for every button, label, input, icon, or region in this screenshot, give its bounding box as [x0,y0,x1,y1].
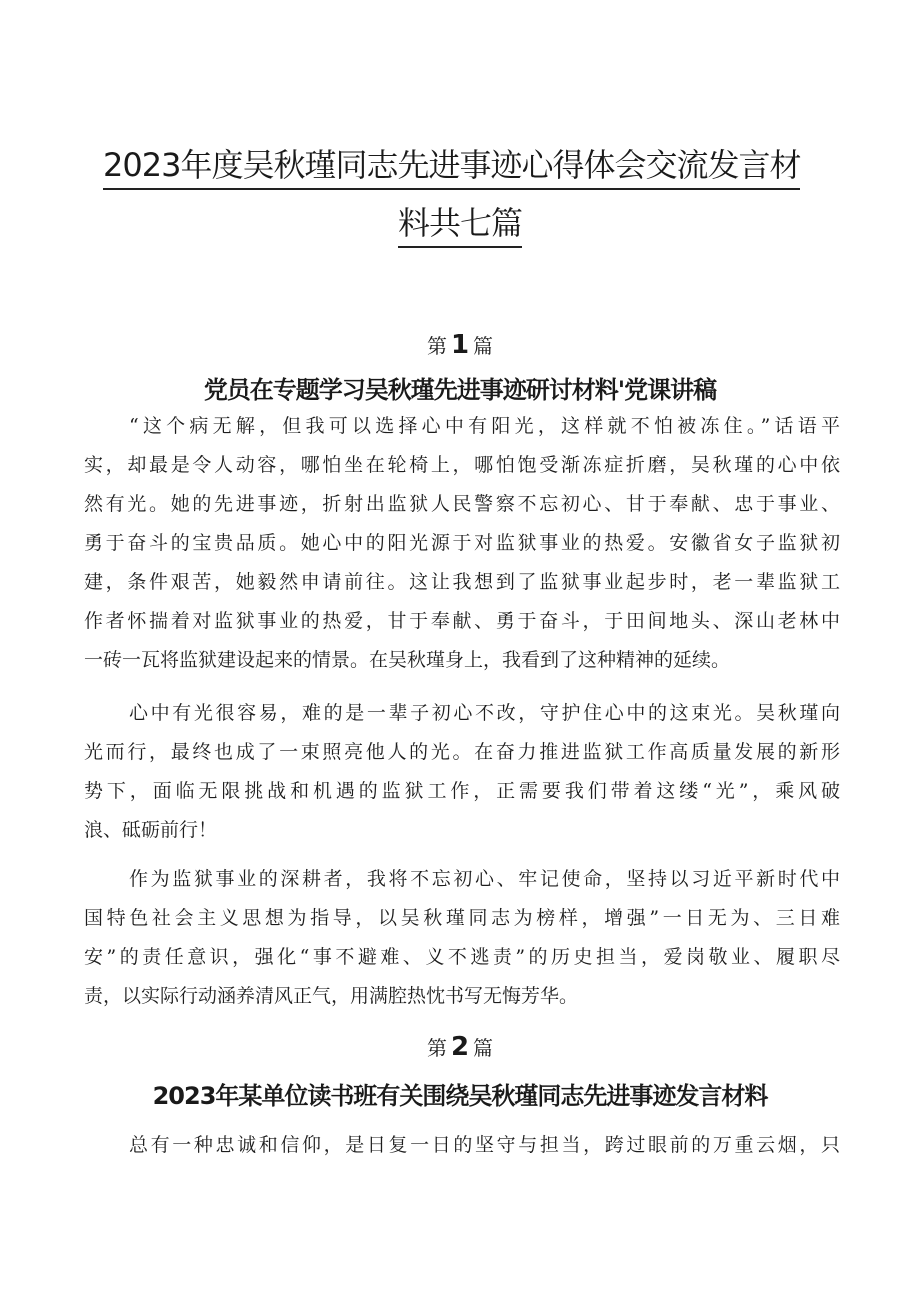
paragraph-line: 心中有光很容易，难的是一辈子初心不改，守护住心中的这束光。吴秋瑾向 [129,702,840,724]
paragraph-line: 势下，面临无限挑战和机遇的监狱工作，正需要我们带着这缕“光”，乘风破 [84,780,840,802]
paragraph-line: 作者怀揣着对监狱事业的热爱，甘于奉献、勇于奋斗，于田间地头、深山老林中 [84,610,840,632]
paragraph-line: 然有光。她的先进事迹，折射出监狱人民警察不忘初心、甘于奉献、忠于事业、 [84,493,840,515]
document-title-line-2: 料共七篇 [0,198,920,244]
paragraph-line: 国特色社会主义思想为指导，以吴秋瑾同志为榜样，增强”一日无为、三日难 [84,907,840,929]
paragraph-line: 总有一种忠诚和信仰，是日复一日的坚守与担当，跨过眼前的万重云烟，只 [129,1134,840,1156]
section-1-number: 第 1 篇 [426,330,494,360]
paragraph-line: 安”的责任意识，强化“事不避难、义不逃责”的历史担当，爱岗敬业、履职尽 [84,946,840,968]
section-1-heading: 党员在专题学习吴秋瑾先进事迹研讨材料'党课讲稿 [203,376,717,404]
section-2-number: 第 2 篇 [426,1032,494,1062]
paragraph-line: 勇于奋斗的宝贵品质。她心中的阳光源于对监狱事业的热爱。安徽省女子监狱初 [84,532,840,554]
document-title-line-1: 2023年度吴秋瑾同志先进事迹心得体会交流发言材 [103,140,903,186]
paragraph-line: 作为监狱事业的深耕者，我将不忘初心、牢记使命，坚持以习近平新时代中 [129,868,840,890]
section-2-heading: 2023年某单位读书班有关围绕吴秋瑾同志先进事迹发言材料 [152,1082,768,1110]
paragraph-line: 光而行，最终也成了一束照亮他人的光。在奋力推进监狱工作高质量发展的新形 [84,741,840,763]
paragraph-line: 责，以实际行动涵养清风正气，用满腔热忱书写无悔芳华。 [84,985,579,1007]
paragraph-line: 实，却最是令人动容，哪怕坐在轮椅上，哪怕饱受渐冻症折磨，吴秋瑾的心中依 [84,454,840,476]
paragraph-line: “这个病无解，但我可以选择心中有阳光，这样就不怕被冻住。”话语平 [129,415,840,437]
paragraph-line: 一砖一瓦将监狱建设起来的情景。在吴秋瑾身上，我看到了这种精神的延续。 [84,649,731,671]
paragraph-line: 建，条件艰苦，她毅然申请前往。这让我想到了监狱事业起步时，老一辈监狱工 [84,571,840,593]
paragraph-line: 浪、砥砺前行！ [84,819,218,841]
